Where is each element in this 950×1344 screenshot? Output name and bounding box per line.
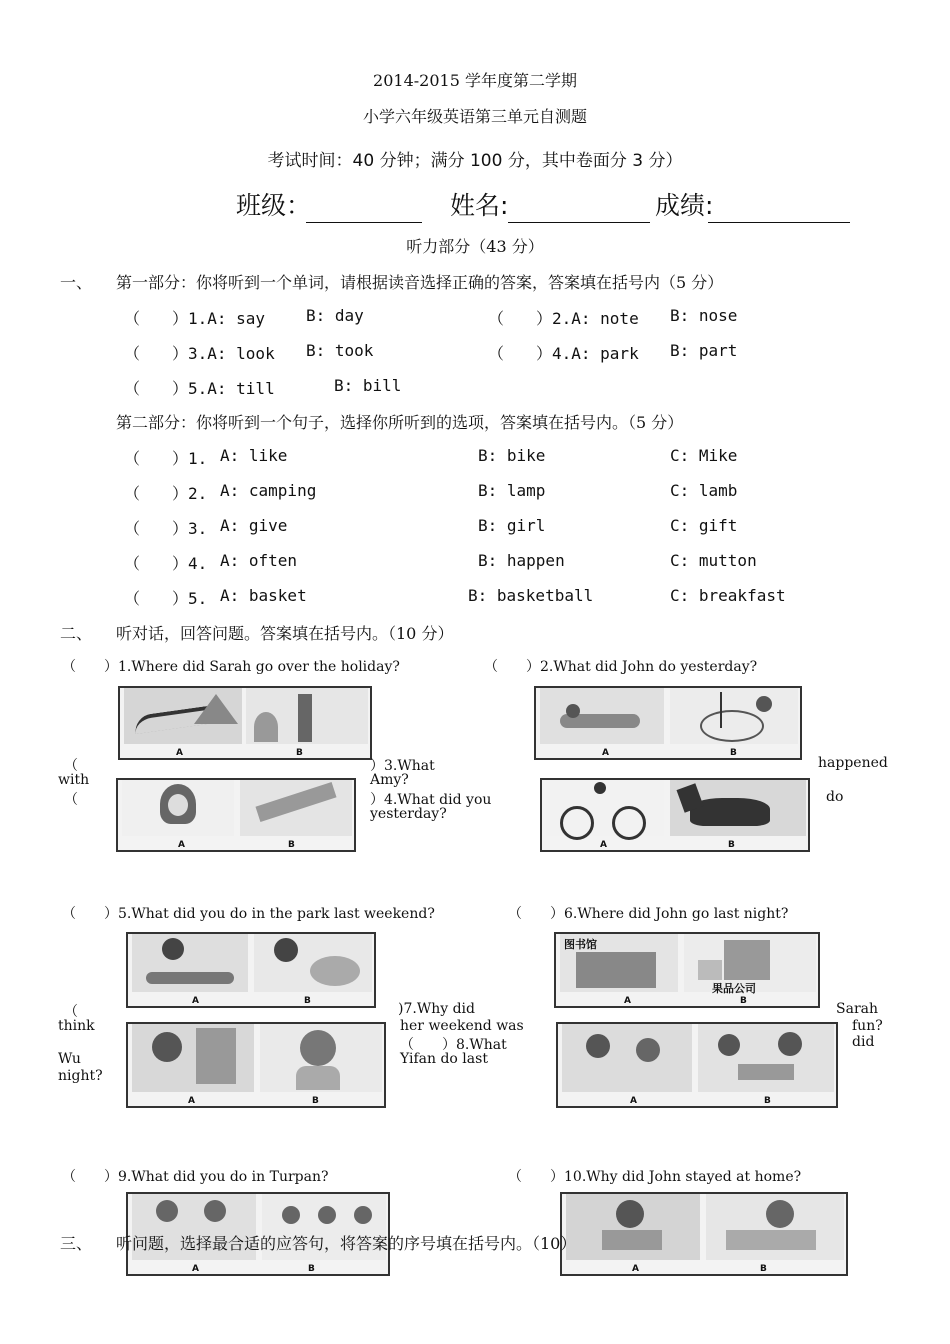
q4-label-b: B [728, 840, 735, 850]
family-chat-image [698, 1024, 834, 1092]
boy-sick-image [566, 1194, 700, 1260]
q1-label-a: A [176, 748, 183, 758]
library-sign: 图书馆 [564, 938, 597, 951]
q8-picture [556, 1022, 838, 1108]
q5-label-a: A [192, 996, 199, 1006]
q3-paren: （ [64, 758, 78, 774]
p1-item2-b: B: nose [670, 306, 738, 325]
q8-night: night? [58, 1068, 103, 1084]
p2-q2: （ ）2.What did John do yesterday? [484, 659, 758, 675]
p1s2-item1-c: C: Mike [670, 446, 738, 465]
q2-label-a: A [602, 748, 609, 758]
riding-horse-image [670, 780, 806, 836]
flowers-image [254, 934, 372, 992]
q7-fun: fun? [852, 1018, 883, 1034]
listening-title: 听力部分（43 分） [406, 237, 544, 256]
q8-label-a: A [630, 1096, 637, 1106]
kids-reading-image [562, 1024, 692, 1092]
q4-picture [540, 778, 810, 852]
p1s2-item3-a: A: give [220, 516, 288, 535]
p1s2-item2-b: B: lamp [478, 481, 546, 500]
part1-title: 第一部分：你将听到一个单词，请根据读音选择正确的答案，答案填在括号内（5 分） [116, 273, 724, 292]
girl-image [122, 780, 234, 836]
q7-text: )7.Why did [398, 1001, 475, 1017]
part1-sub2-title: 第二部分：你将听到一个句子，选择你所听到的选项，答案填在括号内。（5 分） [116, 413, 684, 432]
p1s2-item3: （ ）3. [124, 519, 208, 538]
q4-do: do [826, 789, 844, 805]
p1s2-item4: （ ）4. [124, 554, 208, 573]
q7-her: her weekend was [400, 1018, 524, 1034]
q5-label-b: B [304, 996, 311, 1006]
p1-item2: （ ）2.A: note [488, 309, 639, 328]
part2-title: 听对话，回答问题。答案填在括号内。（10 分） [116, 624, 454, 643]
boy-rest-image [706, 1194, 844, 1260]
p1-item1-b: B: day [306, 306, 364, 325]
q8-wu: Wu [58, 1051, 81, 1067]
q8-did: did [852, 1034, 875, 1050]
p1-item3: （ ）3.A: look [124, 344, 275, 363]
part3-number: 三、 [60, 1234, 93, 1253]
q1-picture [118, 686, 372, 760]
p1s2-item5-a: A: basket [220, 586, 307, 605]
p1s2-item1-a: A: like [220, 446, 288, 465]
hurt-arm-image [240, 780, 352, 836]
class-blank[interactable] [306, 196, 422, 223]
swimming-image [540, 688, 664, 744]
q10-picture [560, 1192, 848, 1276]
p2-q10: （ ）10.Why did John stayed at home? [508, 1169, 802, 1185]
p2-q1: （ ）1.Where did Sarah go over the holiday? [62, 659, 400, 675]
p2-q9: （ ）9.What did you do in Turpan? [62, 1169, 329, 1185]
q7-picture [126, 1022, 386, 1108]
bear-window-image [132, 1024, 254, 1092]
q7-label-b: B [312, 1096, 319, 1106]
score-label: 成绩: [655, 191, 714, 220]
q3-text: ）3.What [370, 758, 435, 774]
q10-label-b: B [760, 1264, 767, 1274]
q6-label-a: A [624, 996, 631, 1006]
class-label: 班级： [236, 191, 312, 220]
p1s2-item2: （ ）2. [124, 484, 208, 503]
header-term: 2014-2015 学年度第二学期 [373, 71, 577, 90]
p1s2-item5-b: B: basketball [468, 586, 594, 605]
p1s2-item4-a: A: often [220, 551, 298, 570]
q2-label-b: B [730, 748, 737, 758]
q3-happened: happened [818, 755, 888, 771]
p1s2-item4-c: C: mutton [670, 551, 757, 570]
q3-picture [116, 778, 356, 852]
p1s2-item2-a: A: camping [220, 481, 317, 500]
p1s2-item1: （ ）1. [124, 449, 208, 468]
q7-sarah: Sarah [836, 1001, 878, 1017]
q10-label-a: A [632, 1264, 639, 1274]
great-wall-image [124, 688, 242, 744]
q7-paren: （ [64, 1004, 78, 1020]
part1-number: 一、 [60, 273, 93, 292]
q8-yifan: Yifan do last [400, 1051, 488, 1067]
q4-text: ）4.What did you [370, 792, 492, 808]
q3-label-b: B [288, 840, 295, 850]
q7-label-a: A [188, 1096, 195, 1106]
p2-q5: （ ）5.What did you do in the park last weekend? [62, 906, 435, 922]
p1s2-item1-b: B: bike [478, 446, 546, 465]
q4-label-a: A [600, 840, 607, 850]
score-blank[interactable] [708, 196, 850, 223]
p2-q6: （ ）6.Where did John go last night? [508, 906, 789, 922]
p1-item5-b: B: bill [334, 376, 402, 395]
q5-picture [126, 932, 376, 1008]
q3-label-a: A [178, 840, 185, 850]
p1s2-item3-c: C: gift [670, 516, 738, 535]
q4-paren: （ [64, 792, 78, 808]
picnic-image [132, 934, 248, 992]
p1s2-item5: （ ）5. [124, 589, 208, 608]
q8-label-b: B [764, 1096, 771, 1106]
q6-label-b: B [740, 996, 747, 1006]
p1s2-item5-c: C: breakfast [670, 586, 786, 605]
q3-with: with [58, 772, 90, 788]
p1-item4: （ ）4.A: park [488, 344, 639, 363]
q6-picture [554, 932, 820, 1008]
p1-item3-b: B: took [306, 341, 374, 360]
q3-amy: Amy? [370, 772, 409, 788]
fishing-image [670, 688, 798, 744]
p1s2-item4-b: B: happen [478, 551, 565, 570]
exam-info: 考试时间：40 分钟；满分 100 分，其中卷面分 3 分） [267, 151, 683, 171]
p1s2-item2-c: C: lamb [670, 481, 738, 500]
q2-picture [534, 686, 802, 760]
header-title: 小学六年级英语第三单元自测题 [362, 107, 587, 126]
q1-label-b: B [296, 748, 303, 758]
q9-label-a: A [192, 1264, 199, 1274]
pagoda-image [246, 688, 368, 744]
p1-item5: （ ）5.A: till [124, 379, 275, 398]
q7-think: think [58, 1018, 95, 1034]
girl-phone-image [260, 1024, 382, 1092]
name-blank[interactable] [508, 196, 650, 223]
part3-title: 听问题，选择最合适的应答句，将答案的序号填在括号内。（10） [116, 1234, 577, 1253]
p1s2-item3-b: B: girl [478, 516, 546, 535]
p1-item4-b: B: part [670, 341, 738, 360]
q8-paren: （ ）8.What [400, 1037, 507, 1053]
fruit-company-sign: 果品公司 [712, 982, 756, 995]
p1-item1: （ ）1.A: say [124, 309, 266, 328]
q9-label-b: B [308, 1264, 315, 1274]
q4-yesterday: yesterday? [370, 806, 447, 822]
name-label: 姓名: [450, 191, 509, 220]
riding-bike-image [546, 780, 664, 836]
part2-number: 二、 [60, 624, 93, 643]
